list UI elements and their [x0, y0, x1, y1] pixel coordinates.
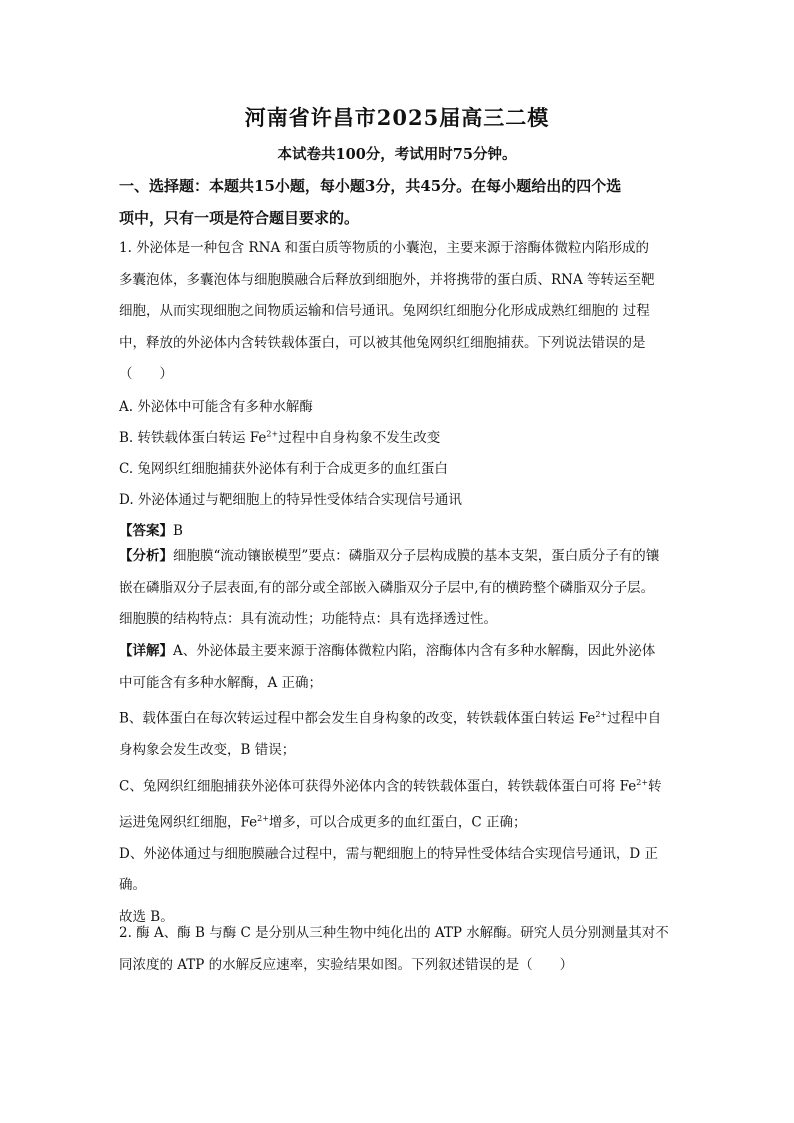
answer-label: 【答案】 — [119, 523, 173, 539]
section-heading-line: 项中，只有一项是符合题目要求的。 — [119, 209, 360, 227]
question-2-stem — [119, 918, 679, 981]
detail-line — [119, 636, 679, 668]
section-heading-line: 一、选择题：本题共15小题，每小题3分，共45分。在每小题给出的四个选 — [119, 177, 622, 195]
detail-line: 中可能含有多种水解酶，A 正确； — [119, 674, 323, 691]
superscript: 2+ — [257, 813, 269, 823]
detail-line: D、外泌体通过与细胞膜融合过程中，需与靶细胞上的特异性受体结合实现信号通讯，D 正 — [119, 845, 658, 862]
analysis — [119, 541, 679, 636]
analysis-text: 细胞膜“流动镶嵌模型”要点：磷脂双分子层构成膜的基本支架，蛋白质分子有的镶 — [173, 548, 660, 564]
detail-line: 确。 — [119, 877, 146, 893]
stem-line: 1. 外泌体是一种包含 RNA 和蛋白质等物质的小囊泡，主要来源于溶酶体微粒内陷形成的 — [119, 240, 649, 256]
detail-label: 【详解】 — [119, 643, 173, 659]
detail-text: A、外泌体最主要来源于溶酶体微粒内陷，溶酶体内含有多种水解酶，因此外泌体 — [173, 643, 656, 659]
analysis-line: 细胞膜的结构特点：具有流动性；功能特点：具有选择透过性。 — [119, 611, 497, 627]
conclusion: 故选 B。 — [119, 908, 174, 925]
superscript: 2+ — [595, 710, 608, 719]
option-b — [119, 426, 440, 446]
option-b-text: B. 转铁载体蛋白转运 Fe — [119, 430, 267, 446]
detail-line: 身构象会发生改变，B 错误； — [119, 742, 296, 758]
stem-line: 2. 酶 A、酶 B 与酶 C 是分别从三种生物中纯化出的 ATP 水解酶。研究人员分别测量其对不 — [119, 925, 669, 941]
detail — [119, 636, 679, 933]
detail-text: 运进兔网织红细胞，Fe — [119, 814, 258, 830]
detail-text: C、兔网织红细胞捕获外泌体可获得外泌体内含的转铁载体蛋白，转铁载体蛋白可将 Fe — [119, 778, 637, 794]
stem-line: 同浓度的 ATP 的水解反应速率，实验结果如图。下列叙述错误的是（ ） — [119, 956, 574, 973]
exam-info: 本试卷共100分，考试用时75分钟。 — [277, 146, 517, 163]
page-title: 河南省许昌市2025届高三二模 — [244, 105, 550, 130]
option-b-text: 过程中自身构象不发生改变 — [278, 430, 441, 446]
superscript: 2+ — [266, 429, 279, 439]
option-d: D. 外泌体通过与靶细胞上的特异性受体结合实现信号通讯 — [119, 492, 462, 508]
stem-line: （ ） — [119, 366, 173, 382]
detail-text: B、载体蛋白在每次转运过程中都会发生自身构象的改变，转铁载体蛋白转运 Fe — [119, 710, 596, 727]
detail-line — [119, 767, 679, 803]
stem-line: 多囊泡体，多囊泡体与细胞膜融合后释放到细胞外，并将携带的蛋白质、RNA 等转运至靶 — [119, 271, 655, 288]
answer-value: B — [173, 523, 183, 539]
question-1-stem — [119, 233, 679, 391]
analysis-label: 【分析】 — [119, 548, 173, 564]
detail-line — [119, 699, 679, 735]
superscript: 2+ — [636, 777, 649, 787]
detail-text: 过程中自 — [607, 710, 662, 727]
section-heading — [119, 170, 679, 234]
analysis-line: 嵌在磷脂双分子层表面,有的部分或全部嵌入磷脂双分子层中,有的横跨整个磷脂双分子层。 — [119, 579, 655, 596]
option-a: A. 外泌体中可能含有多种水解酶 — [119, 399, 313, 415]
option-c: C. 兔网织红细胞捕获外泌体有利于合成更多的血红蛋白 — [119, 461, 448, 477]
stem-line: 细胞，从而实现细胞之间物质运输和信号通讯。兔网织红细胞分化形成成熟红细胞的 过程 — [119, 303, 650, 319]
answer — [119, 519, 183, 539]
analysis-line — [119, 541, 679, 573]
stem-line: 中，释放的外泌体内含转铁载体蛋白，可以被其他兔网织红细胞捕获。下列说法错误的是 — [119, 334, 646, 351]
detail-line — [119, 803, 679, 839]
detail-text: 增多，可以合成更多的血红蛋白，C 正确； — [268, 814, 527, 830]
detail-text: 转 — [648, 778, 662, 794]
